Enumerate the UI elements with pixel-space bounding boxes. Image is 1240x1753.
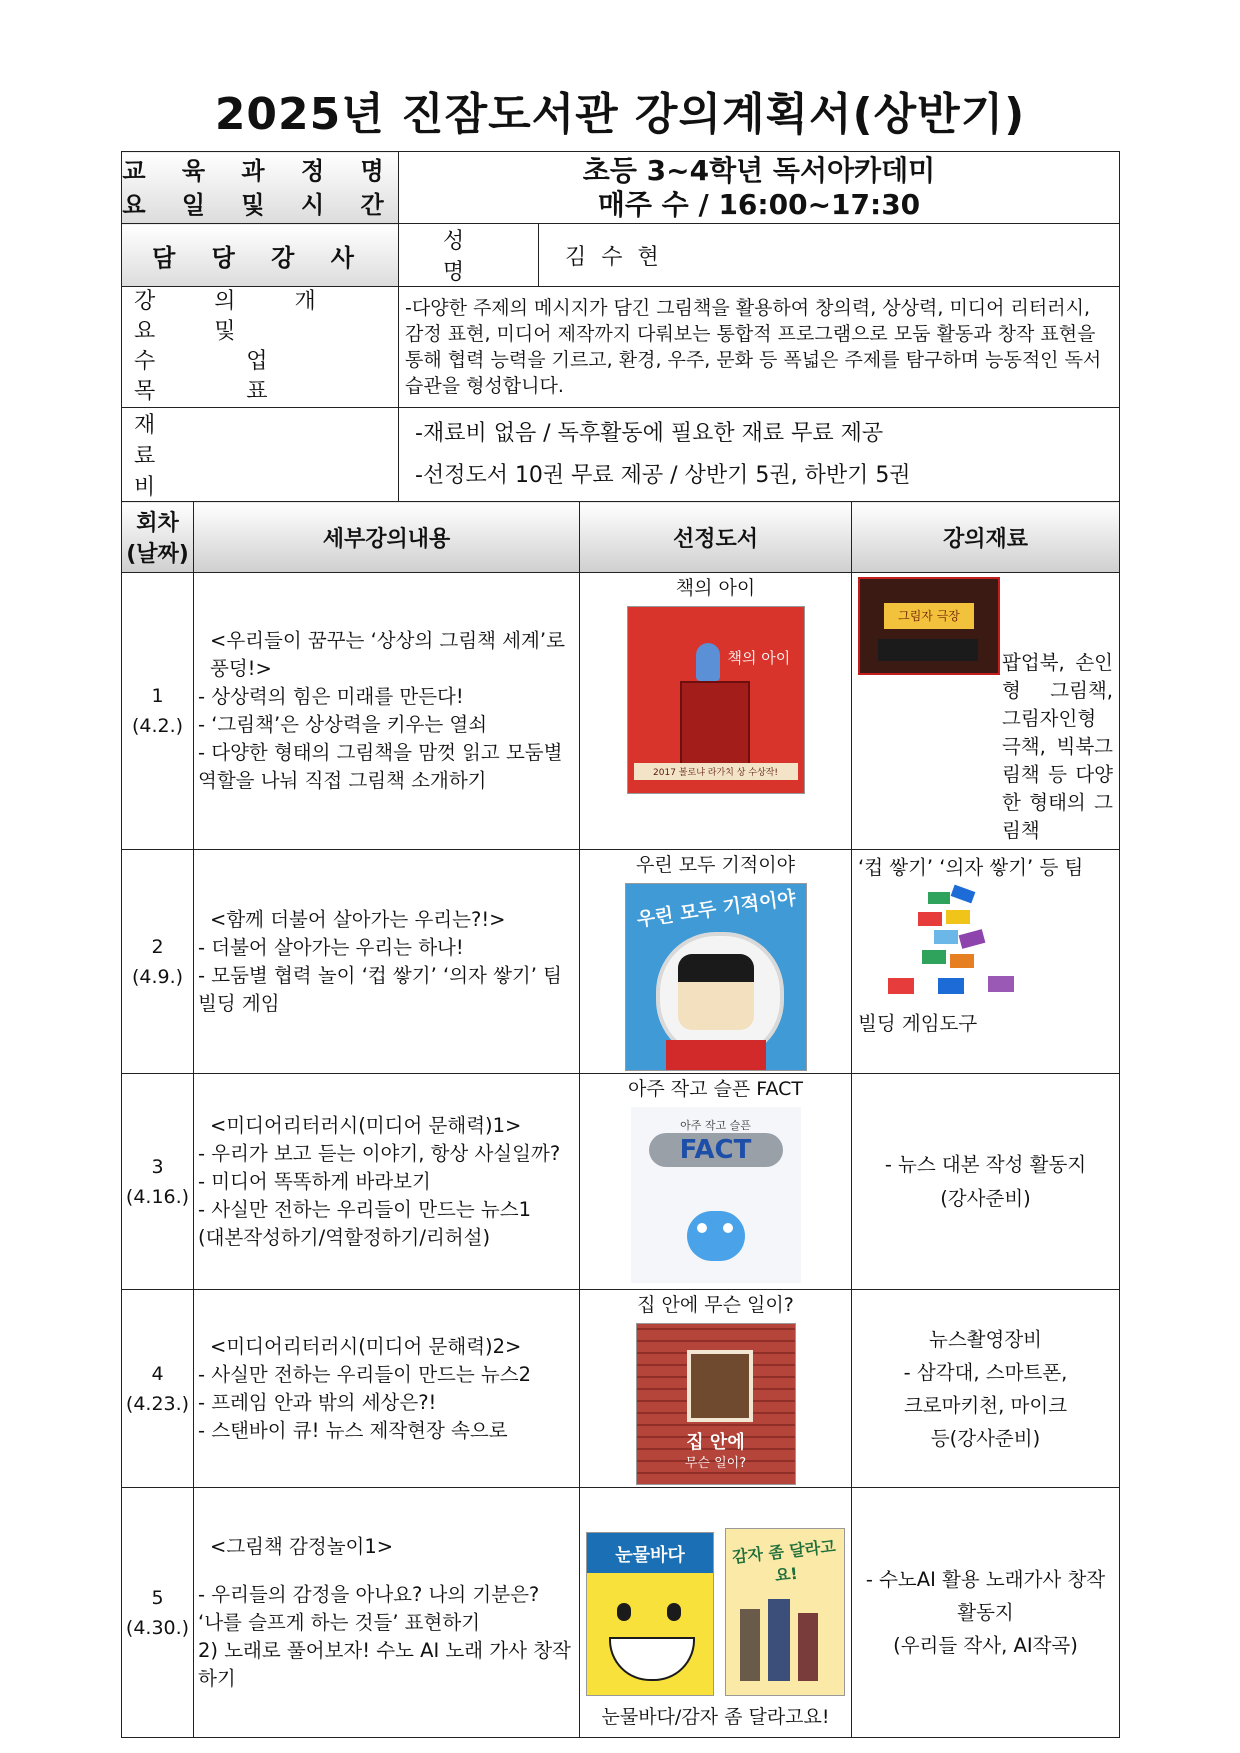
- material-line-1: -재료비 없음 / 독후활동에 필요한 재료 무료 제공: [415, 420, 884, 446]
- session-content: [194, 1488, 580, 1738]
- session-date: (4.16.): [125, 1185, 190, 1208]
- cover-title: 감자 좀 달라고요!: [731, 1536, 837, 1586]
- session-no: 5: [151, 1586, 164, 1609]
- content-line: 2) 노래로 풀어보자! 수노 AI 노래 가사 창작하기: [198, 1638, 571, 1690]
- course-schedule-label-cell: [122, 152, 399, 224]
- content-line: ‘나를 슬프게 하는 것들’ 표현하기: [198, 1610, 481, 1634]
- book-title: 아주 작고 슬픈 FACT: [628, 1078, 803, 1100]
- session-number-cell: [122, 1290, 194, 1488]
- schedule-value: 매주 수 / 16:00~17:30: [597, 187, 921, 221]
- session-row-5: [122, 1488, 1120, 1738]
- overview-label-2: 수 업 목 표: [134, 349, 310, 404]
- session-number-cell: [122, 1074, 194, 1290]
- content-line: <우리들이 꿈꾸는 ‘상상의 그림책 세계’로 풍덩!>: [210, 629, 565, 680]
- session-no: 4: [151, 1362, 164, 1385]
- session-materials-cell: [852, 573, 1120, 850]
- book-cover-image: [631, 1107, 801, 1283]
- session-date: (4.23.): [125, 1392, 190, 1415]
- col-session-line-2: (날짜): [126, 542, 189, 567]
- cover-title: 눈물바다: [615, 1545, 685, 1566]
- course-schedule-value-cell: [399, 152, 1120, 224]
- session-no: 2: [151, 935, 164, 958]
- materials-text: - 수노AI 활용 노래가사 창작: [865, 1568, 1106, 1591]
- content-line: <그림책 감정놀이1>: [210, 1534, 394, 1558]
- content-line: <미디어리터러시(미디어 문해력)1>: [210, 1113, 522, 1137]
- session-book-cell: [580, 1290, 852, 1488]
- cover-subtitle: 아주 작고 슬픈: [680, 1119, 751, 1132]
- cover-title: FACT: [649, 1133, 783, 1167]
- material-line-2: -선정도서 10권 무료 제공 / 상반기 5권, 하반기 5권: [415, 462, 911, 488]
- session-materials-cell: [852, 1074, 1120, 1290]
- col-book: 선정도서: [580, 502, 852, 573]
- session-content: [194, 1074, 580, 1290]
- session-number-cell: [122, 573, 194, 850]
- book-cover-image: [627, 606, 805, 794]
- overview-value: -다양한 주제의 메시지가 담긴 그림책을 활용하여 창의력, 상상력, 미디어 리터러시, 감정 표현, 미디어 제작까지 다뤄보는 통합적 프로그램으로 모둠 활동과 창작 표현을 통해 협력 능력을 기르고, 환경, 우주, 문화 등 폭넓은 주제를 탐구하며 능동적인 독서 습관을 형성합니다.: [405, 297, 1102, 397]
- stacking-game-image: [868, 882, 1028, 1010]
- book-cover-image: [636, 1323, 796, 1485]
- materials-text: - 뉴스 대본 작성 활동지: [884, 1152, 1087, 1176]
- book-title: 눈물바다/감자 좀 달라고요!: [601, 1706, 830, 1728]
- content-line: <함께 더불어 살아가는 우리는?!>: [210, 907, 506, 931]
- materials-text: 빌딩 게임도구: [858, 1012, 978, 1035]
- name-label-cell: [399, 224, 539, 287]
- book-title: 집 안에 무슨 일이?: [637, 1294, 794, 1316]
- content-line: - 우리들의 감정을 아나요? 나의 기분은?: [198, 1582, 540, 1606]
- session-row-1: [122, 573, 1120, 850]
- session-content: [194, 850, 580, 1074]
- book-cover-image: [725, 1528, 845, 1696]
- lecture-plan-table: [121, 151, 1119, 1738]
- content-line: - 다양한 형태의 그림책을 맘껏 읽고 모둠별 역할을 나눠 직접 그림책 소개하기: [198, 741, 563, 792]
- session-row-3: [122, 1074, 1120, 1290]
- session-date: (4.2.): [131, 715, 184, 737]
- session-book-cell: [580, 573, 852, 850]
- col-session-line-1: 회차: [136, 511, 179, 536]
- session-book-cell: [580, 1074, 852, 1290]
- course-value: 초등 3~4학년 독서아카데미: [582, 153, 936, 187]
- name-value-cell: [539, 224, 1120, 287]
- session-row-2: [122, 850, 1120, 1074]
- session-number-cell: [122, 850, 194, 1074]
- materials-text: 팝업북, 손인형 그림책, 그림자인형극책, 빅북그림책 등 다양한 형태의 그림책: [1002, 651, 1113, 842]
- session-no: 1: [151, 685, 164, 707]
- overview-label-cell: [122, 287, 399, 408]
- content-line: - 우리가 보고 듣는 이야기, 항상 사실일까?: [198, 1141, 561, 1165]
- cover-note: 2017 볼로냐 라가치 상 수상작!: [634, 763, 798, 780]
- name-value: 김 수 현: [565, 244, 663, 270]
- instructor-label: 담 당 강 사: [152, 243, 368, 272]
- info-table: [121, 151, 1120, 502]
- sessions-table: [121, 501, 1120, 1738]
- materials-text: (강사준비): [940, 1186, 1031, 1210]
- page-title: 2025년 진잠도서관 강의계획서(상반기): [214, 89, 1026, 140]
- material-label-cell: [122, 408, 399, 502]
- content-line: - 스탠바이 큐! 뉴스 제작현장 속으로: [198, 1418, 508, 1442]
- session-number-cell: [122, 1488, 194, 1738]
- col-content: 세부강의내용: [194, 502, 580, 573]
- course-label: 교 육 과 정 명: [122, 156, 398, 185]
- session-date: (4.30.): [125, 1616, 190, 1639]
- content-line: - 사실만 전하는 우리들이 만드는 뉴스2: [198, 1362, 531, 1386]
- session-content: [194, 573, 580, 850]
- cover-title: 무슨 일이?: [684, 1456, 747, 1471]
- session-row-4: [122, 1290, 1120, 1488]
- cover-title: 집 안에: [686, 1432, 745, 1453]
- column-header-row: [122, 502, 1120, 573]
- session-no: 3: [151, 1155, 164, 1178]
- schedule-label: 요 일 및 시 간: [122, 190, 398, 219]
- content-line: - 더불어 살아가는 우리는 하나!: [198, 935, 464, 959]
- materials-text: (우리들 작사, AI작곡): [893, 1634, 1078, 1657]
- materials-text: 활동지: [957, 1601, 1014, 1624]
- book-cover-image: [586, 1532, 714, 1696]
- name-label: 성 명: [442, 229, 495, 285]
- content-line: - 프레임 안과 밖의 세상은?!: [198, 1390, 437, 1414]
- session-materials-cell: [852, 1290, 1120, 1488]
- book-cover-image: [625, 883, 807, 1071]
- session-book-cell: [580, 1488, 852, 1738]
- materials-text: 등(강사준비): [930, 1426, 1041, 1450]
- session-content: [194, 1290, 580, 1488]
- materials-text: 크로마키천, 마이크: [903, 1393, 1068, 1417]
- content-line: - 상상력의 힘은 미래를 만든다!: [198, 685, 464, 708]
- materials-text: ‘컵 쌓기’ ‘의자 쌓기’ 등 팀: [858, 856, 1084, 879]
- content-line: - 모둠별 협력 놀이 ‘컵 쌓기’ ‘의자 쌓기’ 팀 빌딩 게임: [198, 963, 562, 1015]
- materials-text: - 삼각대, 스마트폰,: [903, 1360, 1068, 1384]
- col-session: [122, 502, 194, 573]
- content-line: - 사실만 전하는 우리들이 만드는 뉴스1: [198, 1197, 531, 1221]
- session-date: (4.9.): [131, 965, 184, 988]
- session-book-cell: [580, 850, 852, 1074]
- shadow-theater-image: [858, 577, 1000, 675]
- col-materials: 강의재료: [852, 502, 1120, 573]
- cover-title: 책의 아이: [727, 649, 791, 667]
- content-line: <미디어리터러시(미디어 문해력)2>: [210, 1334, 522, 1358]
- content-line: (대본작성하기/역할정하기/리허설): [198, 1225, 491, 1249]
- overview-value-cell: [399, 287, 1120, 408]
- material-value-cell: [399, 408, 1120, 502]
- instructor-label-cell: [122, 224, 399, 287]
- content-line: - 미디어 똑똑하게 바라보기: [198, 1169, 431, 1193]
- book-title: 우린 모두 기적이야: [636, 854, 795, 876]
- material-image-text: 그림자 극장: [884, 603, 974, 629]
- materials-text: 뉴스촬영장비: [928, 1327, 1043, 1351]
- content-line: - ‘그림책’은 상상력을 키우는 열쇠: [198, 713, 488, 736]
- material-label: 재 료 비: [134, 413, 228, 500]
- book-title: 책의 아이: [675, 577, 756, 599]
- session-materials-cell: [852, 1488, 1120, 1738]
- cover-title: 우린 모두 기적이야: [634, 886, 797, 932]
- overview-label-1: 강 의 개 요 및: [134, 289, 342, 344]
- session-materials-cell: [852, 850, 1120, 1074]
